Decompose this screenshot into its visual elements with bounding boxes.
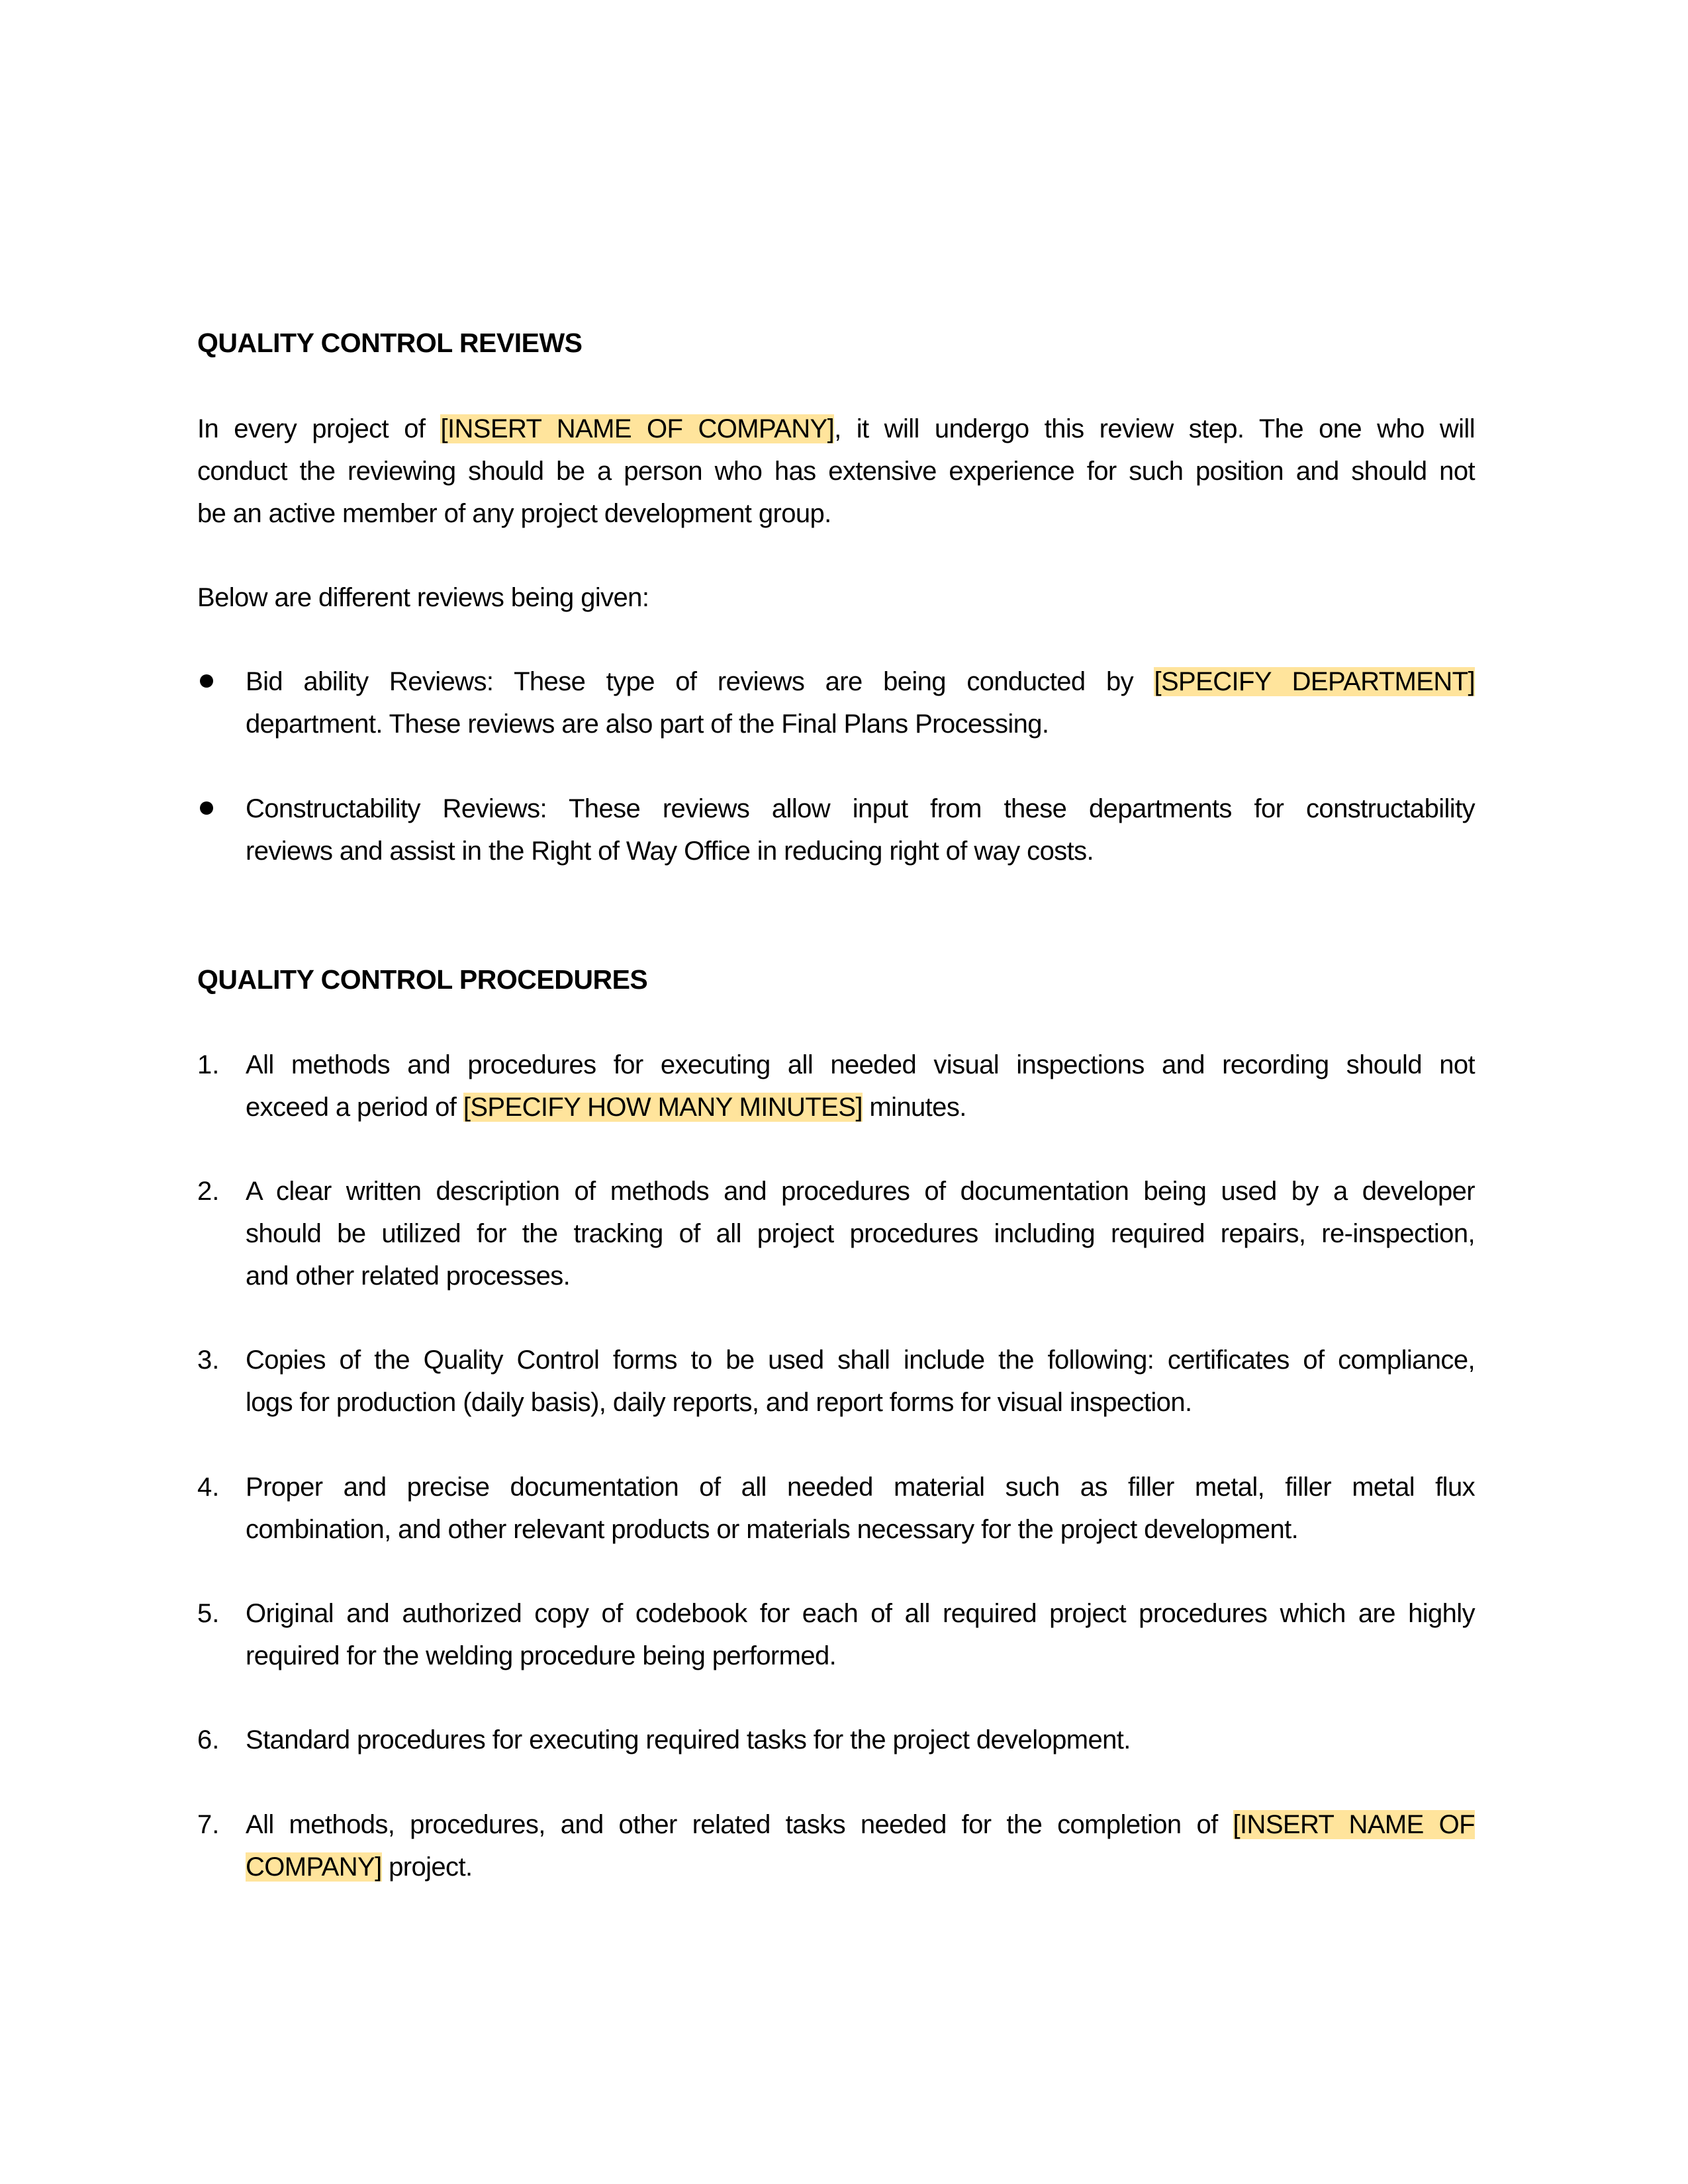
reviews-intro-paragraph	[197, 408, 1475, 535]
reviews-list-intro: Below are different reviews being given:	[197, 583, 649, 612]
item-number: 7.	[197, 1810, 220, 1839]
bullet-dot-icon	[200, 674, 213, 688]
item-number: 6.	[197, 1725, 220, 1754]
item-number: 5.	[197, 1599, 220, 1628]
bullet-dot-icon	[200, 801, 213, 815]
placeholder-company-name[interactable]: [INSERT NAME OF COMPANY]	[440, 414, 835, 443]
placeholder-department[interactable]: [SPECIFY DEPARTMENT]	[1154, 667, 1475, 696]
heading-quality-control-reviews: QUALITY CONTROL REVIEWS	[197, 328, 583, 358]
item-number: 2.	[197, 1177, 220, 1206]
placeholder-company-name[interactable]: COMPANY]	[246, 1852, 382, 1882]
item-number: 4.	[197, 1473, 220, 1502]
item-number: 3.	[197, 1345, 220, 1375]
placeholder-company-name[interactable]: [INSERT NAME OF	[1233, 1810, 1475, 1839]
intro-line-1: In every project of [INSERT NAME OF COMPANY], it will undergo this review step. The one who will	[197, 414, 1476, 443]
intro-line-3: be an active member of any project development group.	[197, 498, 831, 528]
item-number: 1.	[197, 1050, 220, 1079]
intro-line-2: conduct the reviewing should be a person who has extensive experience for such position and should not	[197, 456, 1475, 486]
heading-quality-control-procedures: QUALITY CONTROL PROCEDURES	[197, 964, 648, 995]
placeholder-minutes[interactable]: [SPECIFY HOW MANY MINUTES]	[463, 1092, 863, 1122]
